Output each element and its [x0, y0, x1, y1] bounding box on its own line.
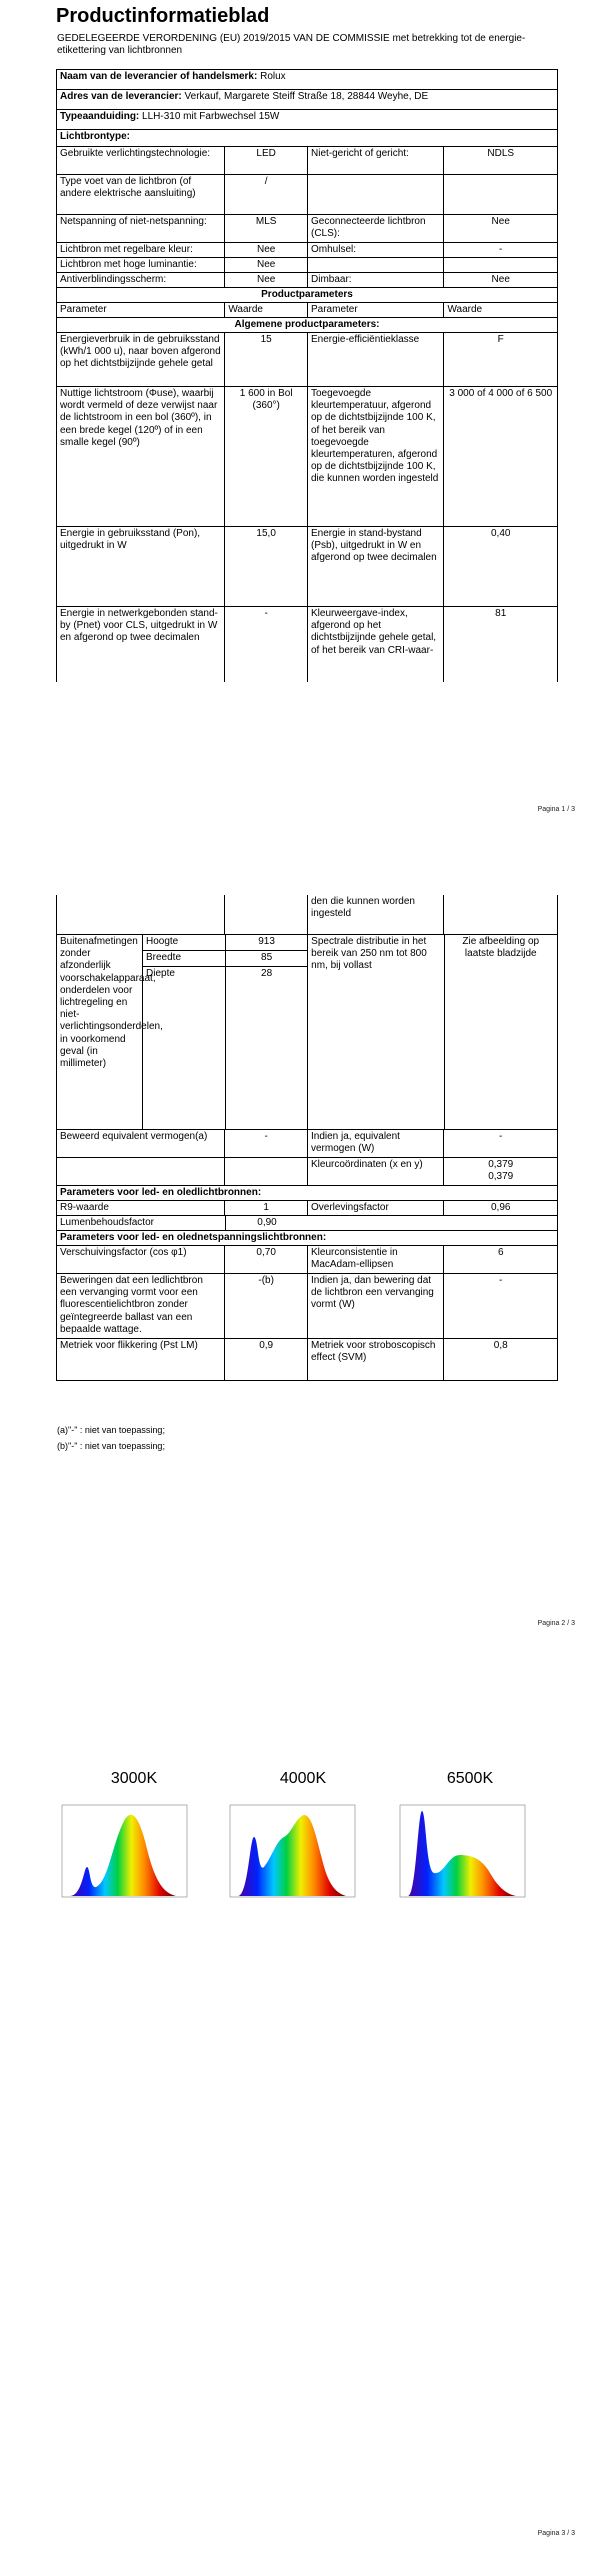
table-header-row — [57, 303, 557, 318]
table-row — [57, 1130, 557, 1158]
table-row — [57, 1216, 557, 1231]
row-value: NDLS — [443, 147, 557, 174]
row-label — [307, 175, 443, 214]
row-value: MLS — [224, 215, 307, 242]
row-value: - — [224, 607, 307, 682]
table-row — [57, 175, 557, 215]
row-label: Lichtbron met regelbare kleur: — [60, 244, 193, 255]
table-row — [57, 1274, 557, 1339]
page-number: Pagina 3 / 3 — [537, 2530, 575, 2537]
row-value: - — [443, 1274, 557, 1338]
row-value: 1 600 in Bol (360°) — [224, 387, 307, 526]
row-label: Buitenafmetingen zonder afzonderlijk voorschakelapparaat, onderdelen voor lichtregeling en niet-verlichtingsonderdelen, in voorkomend geval (in millimeter) — [60, 936, 163, 1069]
row-label: Niet-gericht of gericht: — [307, 147, 443, 174]
mains-params-heading: Parameters voor led- en olednetspanningslichtbronnen: — [60, 1232, 327, 1243]
row-label: Gebruikte verlichtingstechnologie: — [60, 148, 211, 159]
row-label: Energie in stand-bystand (Psb), uitgedrukt in W en afgerond op twee decimalen — [307, 527, 443, 606]
spectrum-chart-3000k — [52, 1797, 192, 1907]
row-label: Kleurweergave-index, afgerond op het dichtstbijzijnde gehele getal, of het bereik van CRI-waar- — [307, 607, 443, 682]
led-params-heading: Parameters voor led- en oledlichtbronnen: — [60, 1187, 262, 1198]
row-value: Nee — [224, 273, 307, 287]
dimension-value: 28 — [261, 968, 273, 979]
row-label: Antiverblindingsscherm: — [60, 274, 167, 285]
table-row — [57, 607, 557, 682]
dimension-name: Diepte — [143, 967, 226, 1129]
row-label: Spectrale distributie in het bereik van 250 nm tot 800 nm, bij vollast — [307, 935, 443, 1129]
row-label: Kleurcoördinaten (x en y) — [307, 1158, 443, 1185]
row-label: Dimbaar: — [307, 273, 443, 287]
address-label: Adres van de leverancier: — [60, 91, 182, 102]
general-params-heading: Algemene productparameters: — [234, 319, 380, 330]
address-value: Verkauf, Margarete Steiff Straße 18, 28844 Weyhe, DE — [184, 91, 429, 102]
row-label: Toegevoegde kleurtemperatuur, afgerond op de dichtstbijzijnde 100 K, of het bereik van toegevoegde kleurtemperaturen, afgerond op de dichtstbijzijnde 100 K, die kunnen worden ingesteld — [307, 387, 443, 526]
dimension-value: 85 — [261, 952, 273, 963]
table-row — [57, 1201, 557, 1216]
row-label: Verschuivingsfactor (cos φ1) — [60, 1247, 187, 1258]
table-row — [57, 387, 557, 527]
row-label — [307, 258, 443, 272]
table-row — [57, 215, 557, 243]
row-label: Omhulsel: — [307, 243, 443, 257]
row-label: Nuttige lichtstroom (Φuse), waarbij wordt vermeld of deze verwijst naar de lichtstroom in een bol (360º), in een brede kegel (120º) of in een smalle kegel (90º) — [60, 388, 218, 448]
row-label: Beweringen dat een ledlichtbron een vervanging vormt voor een fluorescentielichtbron zonder geïntegreerde ballast van een bepaalde wattage. — [60, 1275, 203, 1335]
dimension-row — [143, 951, 307, 967]
chroma-y: 0,379 — [488, 1171, 514, 1183]
dimension-value: 913 — [258, 936, 275, 947]
model-value: LLH-310 mit Farbwechsel 15W — [142, 111, 280, 122]
col-header-value: Waarde — [224, 303, 307, 317]
row-value: Nee — [224, 258, 307, 272]
table-row — [57, 1158, 557, 1186]
row-value: Nee — [443, 215, 557, 242]
table-row — [57, 333, 557, 387]
row-value: 0,9 — [224, 1339, 307, 1380]
row-value: Nee — [224, 243, 307, 257]
table-row — [57, 1339, 557, 1381]
footnote-a: (a)"-" : niet van toepassing; — [57, 1425, 165, 1435]
supplier-value: Rolux — [260, 71, 286, 82]
info-table — [56, 69, 558, 682]
col-header-param: Parameter — [307, 303, 443, 317]
page-1 — [0, 0, 603, 860]
row-value: - — [224, 1130, 307, 1157]
row-value: F — [443, 333, 557, 386]
row-label: Energie in netwerkgebonden stand-by (Pnet) voor CLS, uitgedrukt in W en afgerond op twee decimalen — [60, 608, 218, 644]
col-header-param: Parameter — [60, 304, 107, 315]
row-label: Kleurconsistentie in MacAdam-ellipsen — [307, 1246, 443, 1273]
table-row — [57, 527, 557, 607]
row-value: 0,90 — [225, 1216, 308, 1230]
supplier-label: Naam van de leverancier of handelsmerk: — [60, 71, 258, 82]
dimension-name: Breedte — [143, 951, 226, 966]
row-label: R9-waarde — [60, 1202, 109, 1213]
row-label: Indien ja, dan bewering dat de lichtbron een vervanging vormt (W) — [307, 1274, 443, 1338]
row-label: Metriek voor stroboscopisch effect (SVM) — [307, 1339, 443, 1380]
lightsource-heading: Lichtbrontype: — [60, 131, 130, 142]
table-row — [57, 147, 557, 175]
row-label: Indien ja, equivalent vermogen (W) — [307, 1130, 443, 1157]
row-label: Geconnecteerde lichtbron (CLS): — [307, 215, 443, 242]
table-row — [57, 895, 557, 935]
chroma-x: 0,379 — [488, 1159, 514, 1170]
document-subtitle: GEDELEGEERDE VERORDENING (EU) 2019/2015 VAN DE COMMISSIE met betrekking tot de energie-etikettering van lichtbronnen — [57, 33, 526, 57]
table-row — [57, 258, 557, 273]
row-value: 3 000 of 4 000 of 6 500 — [443, 387, 557, 526]
dimension-row — [143, 935, 307, 951]
table-row — [57, 273, 557, 288]
spectrum-chart-6500k — [390, 1797, 530, 1907]
col-header-value: Waarde — [443, 303, 557, 317]
row-label: Energieverbruik in de gebruiksstand (kWh/1 000 u), naar boven afgerond op het dichtstbijzijnde gehele getal — [60, 334, 221, 370]
page-number: Pagina 2 / 3 — [537, 1620, 575, 1627]
row-value: LED — [224, 147, 307, 174]
row-value: 1 — [224, 1201, 307, 1215]
page-number: Pagina 1 / 3 — [537, 806, 575, 813]
row-label: Energie in gebruiksstand (Pon), uitgedrukt in W — [60, 528, 201, 552]
row-value: 15,0 — [224, 527, 307, 606]
table-row — [57, 935, 557, 1130]
spectrum-label-3000k: 3000K — [110, 1770, 158, 1787]
spectrum-label-6500k: 6500K — [446, 1770, 494, 1787]
row-label: Energie-efficiëntieklasse — [307, 333, 443, 386]
spectrum-label-4000k: 4000K — [279, 1770, 327, 1787]
row-value: 81 — [443, 607, 557, 682]
row-value: 0,96 — [443, 1201, 557, 1215]
row-value: -(b) — [224, 1274, 307, 1338]
row-value — [443, 175, 557, 214]
table-row — [57, 243, 557, 258]
row-label: Netspanning of niet-netspanning: — [60, 216, 207, 227]
row-label: Metriek voor flikkering (Pst LM) — [60, 1340, 198, 1351]
row-label: Overlevingsfactor — [307, 1201, 443, 1215]
dimension-row — [143, 967, 307, 1129]
dimension-name: Hoogte — [143, 935, 226, 950]
row-label: Type voet van de lichtbron (of andere elektrische aansluiting) — [60, 176, 196, 200]
product-params-heading: Productparameters — [261, 289, 353, 300]
document-title: Productinformatieblad — [56, 5, 270, 27]
table-row — [57, 1246, 557, 1274]
info-table-continued — [56, 895, 558, 1381]
row-value — [443, 258, 557, 272]
row-value: Zie afbeelding op laatste bladzijde — [444, 935, 557, 1129]
page-2 — [0, 880, 603, 1650]
row-value: 15 — [224, 333, 307, 386]
row-value: Nee — [443, 273, 557, 287]
row-value: 0,8 — [443, 1339, 557, 1380]
row-label: Beweerd equivalent vermogen(a) — [60, 1131, 208, 1142]
row-value: 0,40 — [443, 527, 557, 606]
row-value: / — [224, 175, 307, 214]
row-value: 0,70 — [224, 1246, 307, 1273]
model-label: Typeaanduiding: — [60, 111, 140, 122]
spectrum-chart-4000k — [220, 1797, 360, 1907]
row-label: den die kunnen worden ingesteld — [307, 895, 443, 934]
row-label: Lumenbehoudsfactor — [60, 1217, 154, 1228]
row-label: Lichtbron met hoge luminantie: — [60, 259, 197, 270]
footnote-b: (b)"-" : niet van toepassing; — [57, 1441, 165, 1451]
row-value: - — [443, 243, 557, 257]
row-value: 6 — [443, 1246, 557, 1273]
row-value: - — [443, 1130, 557, 1157]
